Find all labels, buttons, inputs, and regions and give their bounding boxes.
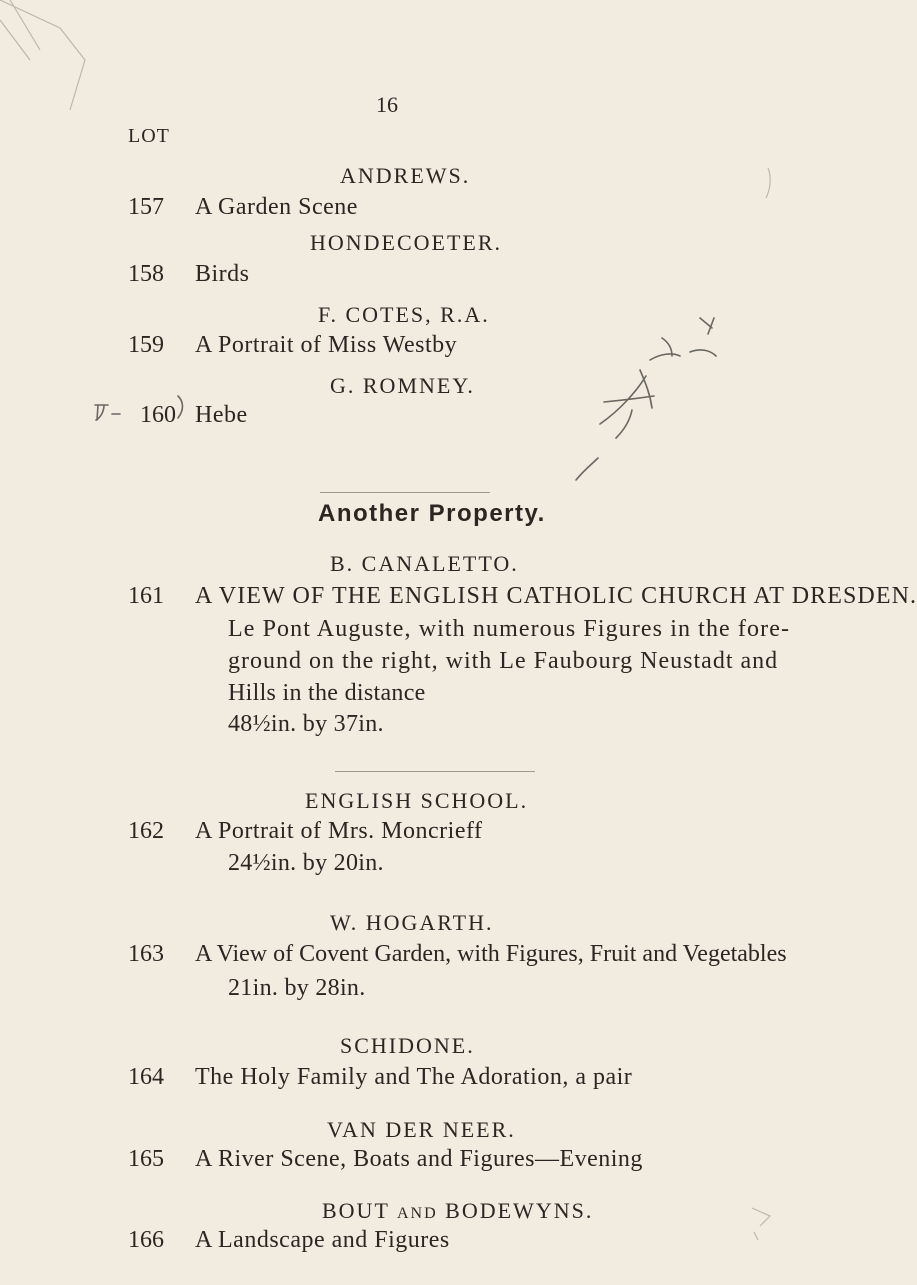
page-number: 16: [376, 92, 398, 117]
artist-andrews: ANDREWS.: [340, 163, 471, 188]
lot-title-165: A River Scene, Boats and Figures—Evening: [195, 1146, 643, 1172]
lot-number-165: 165: [128, 1146, 164, 1172]
lot-number-158: 158: [128, 261, 164, 287]
artist-conjunction: AND: [397, 1205, 438, 1222]
artist-romney: G. ROMNEY.: [330, 373, 475, 398]
lot-dimensions-162: 24½in. by 20in.: [228, 850, 384, 876]
artist-bout: BOUT: [322, 1198, 390, 1223]
lot-dimensions-161: 48½in. by 37in.: [228, 711, 384, 737]
lot-title-158: Birds: [195, 261, 250, 287]
lot-title-163: A View of Covent Garden, with Figures, Fruit and Vegetables: [195, 941, 787, 967]
lot-title-162: A Portrait of Mrs. Moncrieff: [195, 818, 483, 844]
lot-title-160: Hebe: [195, 402, 248, 428]
section-divider: [335, 771, 535, 772]
lot-number-161: 161: [128, 583, 164, 609]
lot-description-line: ground on the right, with Le Faubourg Neustadt and: [228, 648, 779, 674]
artist-canaletto: B. CANALETTO.: [330, 551, 519, 576]
lot-description-line: Le Pont Auguste, with numerous Figures in the fore-: [228, 616, 791, 642]
lot-dimensions-163: 21in. by 28in.: [228, 975, 366, 1001]
lot-title-157: A Garden Scene: [195, 194, 358, 220]
artist-hondecoeter: HONDECOETER.: [310, 230, 503, 255]
artist-bout-and-bodewyns: [322, 1198, 593, 1224]
lot-number-157: 157: [128, 194, 164, 220]
section-divider: [320, 492, 490, 493]
section-heading-another-property: Another Property.: [318, 500, 546, 527]
artist-english-school: ENGLISH SCHOOL.: [305, 788, 529, 813]
lot-number-160: 160: [140, 402, 176, 428]
lot-number-166: 166: [128, 1227, 164, 1253]
lot-number-159: 159: [128, 332, 164, 358]
artist-schidone: SCHIDONE.: [340, 1033, 475, 1058]
artist-van-der-neer: VAN DER NEER.: [327, 1117, 516, 1142]
lot-title-159: A Portrait of Miss Westby: [195, 332, 458, 358]
lot-number-163: 163: [128, 941, 164, 967]
lot-number-164: 164: [128, 1064, 164, 1090]
lot-title-161: A VIEW OF THE ENGLISH CATHOLIC CHURCH AT DRESDEN.: [195, 583, 917, 609]
lot-column-header: LOT: [128, 125, 170, 147]
lot-description-line: Hills in the distance: [228, 680, 426, 706]
lot-title-166: A Landscape and Figures: [195, 1227, 450, 1253]
lot-title-164: The Holy Family and The Adoration, a pair: [195, 1064, 633, 1090]
lot-number-162: 162: [128, 818, 164, 844]
artist-hogarth: W. HOGARTH.: [330, 910, 494, 935]
artist-bodewyns: BODEWYNS.: [445, 1198, 594, 1223]
artist-cotes: F. COTES, R.A.: [318, 302, 490, 327]
